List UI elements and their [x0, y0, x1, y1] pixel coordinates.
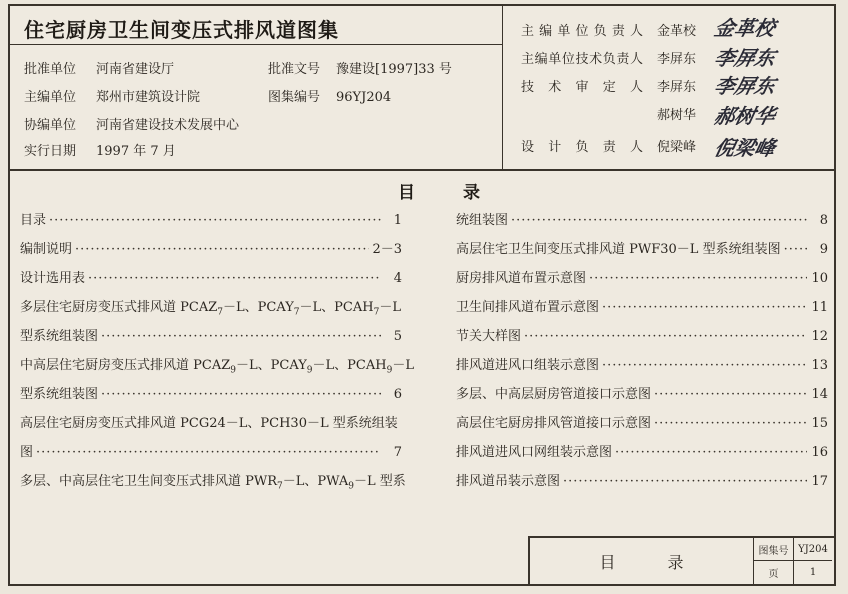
signature: 李屏东: [712, 74, 778, 98]
toc-entry-page: 12: [811, 329, 828, 344]
approval-unit-value: 河南省建设厅: [96, 62, 175, 77]
sheet-name: 目录: [530, 538, 754, 584]
dot-leader: [615, 445, 807, 460]
atlas-number-row: [268, 86, 391, 105]
person-name: 郝树华: [657, 108, 697, 123]
toc-entry-text: 多层、中高层住宅卫生间变压式排风道 $PWR_7-L$、$PWA_9-L$ 型系: [20, 474, 406, 492]
toc-entry[interactable]: [456, 383, 828, 402]
toc-entry[interactable]: [20, 354, 414, 376]
responsible-row: [521, 20, 717, 39]
toc-entry-page: 10: [811, 271, 828, 286]
toc-entry[interactable]: [456, 470, 828, 489]
toc-entry[interactable]: [20, 470, 406, 492]
approval-number-row: [268, 58, 452, 77]
toc-entry[interactable]: [20, 441, 402, 460]
effective-date-value: 1997 年 7 月: [96, 144, 176, 159]
dot-leader: [602, 300, 807, 315]
dot-leader: [511, 213, 807, 228]
toc-entry-page: 14: [811, 387, 828, 402]
toc-entry[interactable]: [456, 238, 828, 257]
approval-unit-label: 批准单位: [24, 62, 77, 77]
toc-entry-text: 卫生间排风道布置示意图: [456, 300, 600, 315]
toc-entry[interactable]: [456, 412, 828, 431]
role-label: 设计负责人: [521, 140, 643, 155]
effective-date-row: [24, 140, 176, 159]
responsible-row: [521, 48, 717, 67]
chief-unit-label: 主编单位: [24, 90, 77, 105]
toc-entry-text: 目录: [20, 213, 47, 228]
chief-unit-value: 郑州市建筑设计院: [96, 90, 201, 105]
person-name: 李屏东: [657, 52, 697, 67]
toc-entry-text: 中高层住宅厨房变压式排风道 $PCAZ_9-L$、$PCAY_9-L$、$PCAH_9-L$: [20, 358, 414, 376]
signature: 郝树华: [712, 104, 778, 128]
toc-entry-page: 11: [811, 300, 828, 315]
approval-number-label: 批准文号: [268, 62, 321, 77]
toc-entry-page: 15: [811, 416, 828, 431]
drawing-sheet: [8, 4, 836, 586]
toc-entry[interactable]: [456, 209, 828, 228]
toc-entry-text: 型系统组装图: [20, 387, 99, 402]
person-name: 倪梁峰: [657, 140, 697, 155]
toc-entry-text: 高层住宅厨房排风管道接口示意图: [456, 416, 652, 431]
toc-entry[interactable]: [456, 296, 828, 315]
atlas-number-value: 96YJ204: [336, 90, 392, 105]
toc-entry[interactable]: [20, 267, 402, 286]
responsible-persons: [502, 6, 835, 169]
toc-entry[interactable]: [456, 325, 828, 344]
toc-entry[interactable]: [20, 209, 402, 228]
toc-entry[interactable]: [456, 267, 828, 286]
sheet-header: [10, 6, 834, 171]
toc-entry[interactable]: [20, 238, 402, 257]
toc-entry-page: 2－3: [372, 242, 402, 257]
dot-leader: [101, 387, 381, 402]
toc-entry-page: 7: [393, 445, 402, 460]
toc-entry-text: 编制说明: [20, 242, 73, 257]
toc-entry-text: 排风道进风口组装示意图: [456, 358, 600, 373]
signature: 李屏东: [712, 46, 778, 70]
role-label: 技术审定人: [521, 80, 643, 95]
responsible-row: [521, 76, 717, 95]
toc-entry-text: 多层住宅厨房变压式排风道 $PCAZ_7-L$、$PCAY_7-L$、$PCAH_7-L$: [20, 300, 401, 318]
signature: 倪梁峰: [712, 136, 778, 160]
toc-entry-text: 高层住宅厨房变压式排风道 PCG24－L、PCH30－L 型系统组装: [20, 416, 398, 431]
title-divider: [10, 44, 502, 45]
signature: 金革校: [712, 16, 778, 40]
toc-entry-text: 图: [20, 445, 34, 460]
toc-entry-page: 6: [393, 387, 402, 402]
responsible-row: [521, 104, 717, 123]
co-unit-label: 协编单位: [24, 118, 77, 133]
toc-heading: 目录: [398, 183, 528, 203]
role-label: 主编单位技术负责人: [521, 52, 643, 67]
toc-entry-page: 4: [393, 271, 402, 286]
approval-info: [10, 6, 502, 169]
responsible-row: [521, 136, 717, 155]
person-name: 李屏东: [657, 80, 697, 95]
toc-entry[interactable]: [456, 441, 828, 460]
atlas-no-value: YJ204: [794, 538, 832, 561]
toc-entry-page: 1: [393, 213, 402, 228]
dot-leader: [101, 329, 381, 344]
toc-entry[interactable]: [20, 383, 402, 402]
page-label: 页: [754, 561, 794, 584]
toc-entry-text: 设计选用表: [20, 271, 86, 286]
atlas-title: 住宅厨房卫生间变压式排风道图集: [24, 18, 339, 42]
toc-entry-page: 8: [819, 213, 828, 228]
toc-entry-page: 13: [811, 358, 828, 373]
dot-leader: [75, 242, 369, 257]
toc-entry-text: 节关大样图: [456, 329, 522, 344]
dot-leader: [36, 445, 381, 460]
toc-entry-page: 5: [393, 329, 402, 344]
dot-leader: [784, 242, 807, 257]
dot-leader: [524, 329, 807, 344]
approval-number-value: 豫建设[1997]33 号: [336, 62, 452, 77]
toc-entry[interactable]: [20, 296, 402, 318]
approval-unit-row: [24, 58, 174, 77]
co-unit-row: [24, 114, 239, 133]
dot-leader: [654, 416, 807, 431]
toc-entry[interactable]: [20, 412, 402, 431]
effective-date-label: 实行日期: [24, 144, 77, 159]
toc-entry-text: 多层、中高层厨房管道接口示意图: [456, 387, 652, 402]
toc-entry[interactable]: [456, 354, 828, 373]
chief-unit-row: [24, 86, 200, 105]
toc-entry-text: 排风道吊装示意图: [456, 474, 561, 489]
role-label: 主编单位负责人: [521, 24, 643, 39]
dot-leader: [88, 271, 381, 286]
title-block: [528, 536, 834, 584]
dot-leader: [49, 213, 381, 228]
toc-entry-page: 9: [819, 242, 828, 257]
toc-entry-page: 16: [811, 445, 828, 460]
toc-entry-text: 高层住宅卫生间变压式排风道 PWF30－L 型系统组装图: [456, 242, 781, 257]
toc-entry[interactable]: [20, 325, 402, 344]
dot-leader: [589, 271, 807, 286]
dot-leader: [602, 358, 807, 373]
toc-entry-text: 统组装图: [456, 213, 509, 228]
page-value: 1: [809, 567, 817, 578]
atlas-number-label: 图集编号: [268, 90, 321, 105]
dot-leader: [563, 474, 807, 489]
dot-leader: [654, 387, 807, 402]
atlas-no-label: 图集号: [754, 538, 794, 561]
toc-entry-text: 排风道进风口网组装示意图: [456, 445, 613, 460]
toc-entry-text: 厨房排风道布置示意图: [456, 271, 587, 286]
toc-entry-text: 型系统组装图: [20, 329, 99, 344]
co-unit-value: 河南省建设技术发展中心: [96, 118, 240, 133]
toc-entry-page: 17: [811, 474, 828, 489]
person-name: 金革校: [657, 24, 697, 39]
